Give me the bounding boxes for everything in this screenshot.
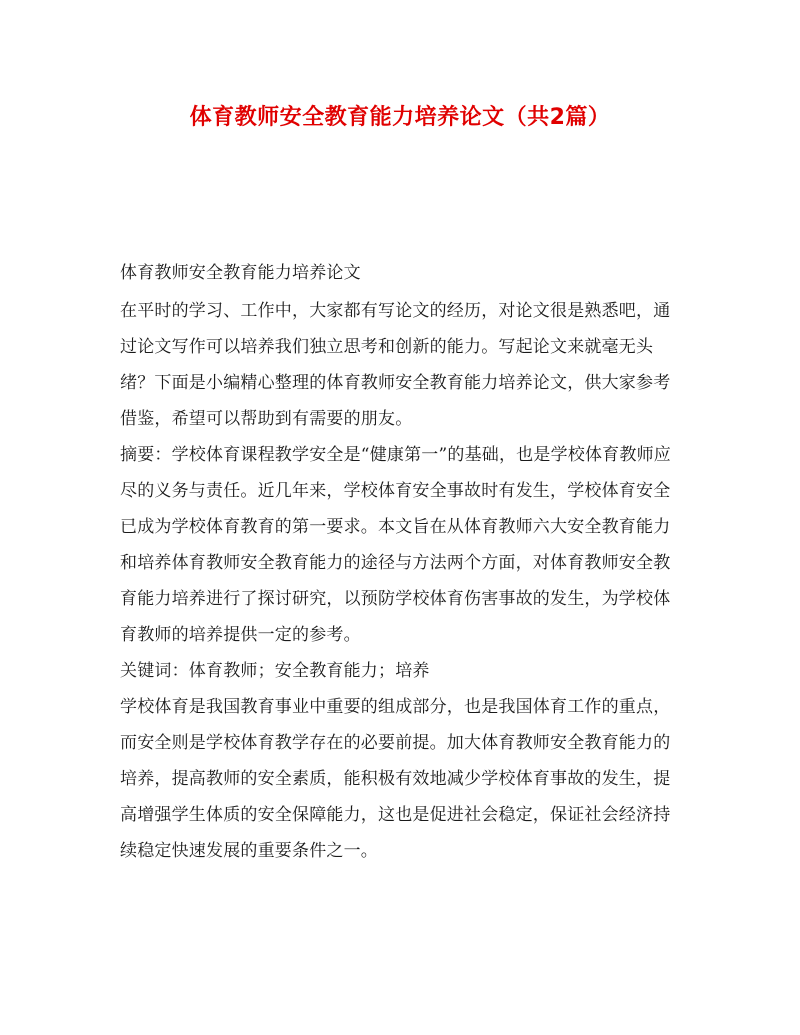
body-paragraph: 学校体育是我国教育事业中重要的组成部分，也是我国体育工作的重点，而安全则是学校体育教学存在的必要前提。加大体育教师安全教育能力的培养，提高教师的安全素质，能积极有效地减少学校体育事故的发生，提高增强学生体质的安全保障能力，这也是促进社会稳定，保证社会经济持续稳定快速发展的重要条件之一。 <box>120 697 671 861</box>
intro-paragraph: 在平时的学习、工作中，大家都有写论文的经历，对论文很是熟悉吧，通过论文写作可以培养我们独立思考和创新的能力。写起论文来就毫无头绪？下面是小编精心整理的体育教师安全教育能力培养论文，供大家参考借鉴，希望可以帮助到有需要的朋友。 <box>120 301 671 429</box>
document-body <box>120 255 680 869</box>
abstract-paragraph: 摘要：学校体育课程教学安全是“健康第一”的基础，也是学校体育教师应尽的义务与责任。近几年来，学校体育安全事故时有发生，学校体育安全已成为学校体育教育的第一要求。本文旨在从体育教师六大安全教育能力和培养体育教师安全教育能力的途径与方法两个方面，对体育教师安全教育能力培养进行了探讨研究，以预防学校体育伤害事故的发生，为学校体育教师的培养提供一定的参考。 <box>120 445 671 645</box>
document-subtitle: 体育教师安全教育能力培养论文 <box>120 263 361 283</box>
document-title: 体育教师安全教育能力培养论文（共2篇） <box>189 105 611 130</box>
keywords-paragraph: 关键词：体育教师；安全教育能力；培养 <box>120 661 430 681</box>
